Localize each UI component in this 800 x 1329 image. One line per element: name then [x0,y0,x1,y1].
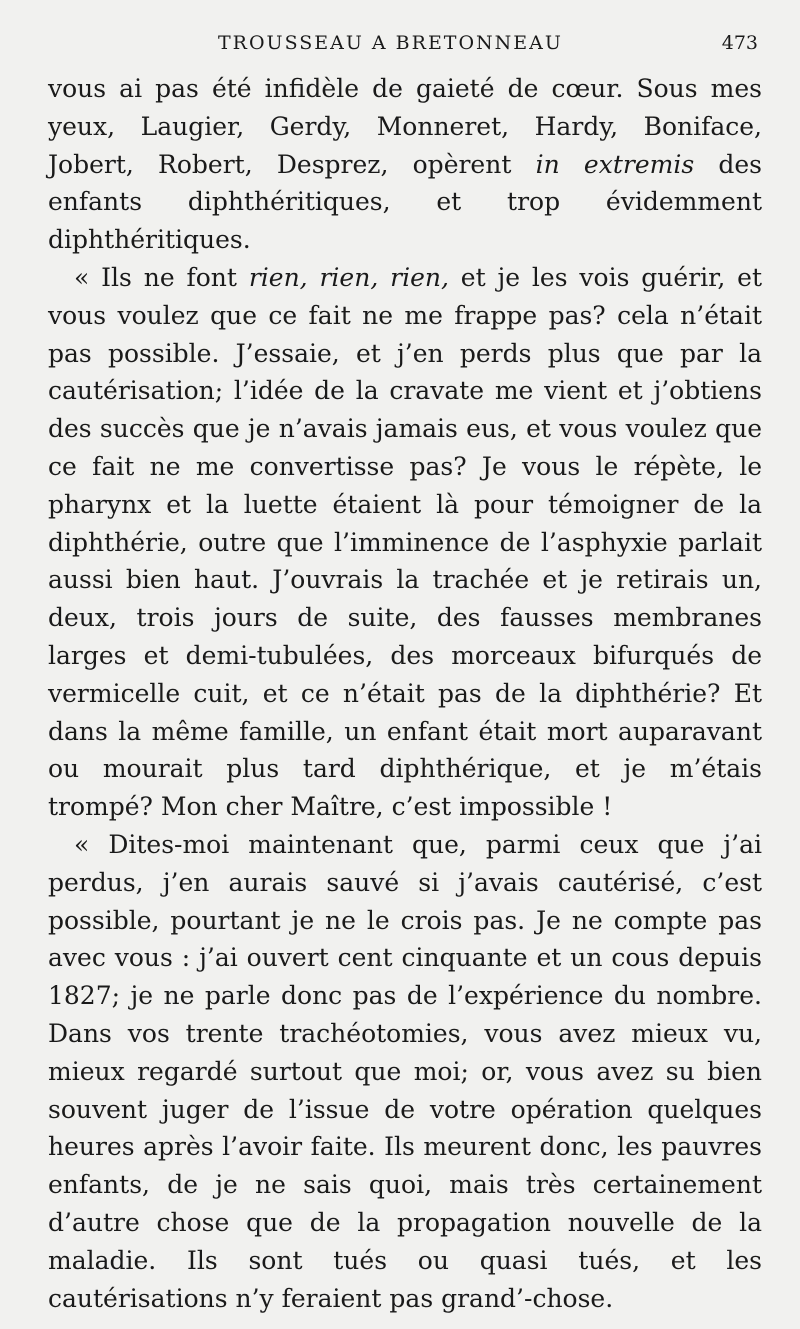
paragraph [48,826,762,1317]
italic-text-segment: in extremis [535,149,695,179]
text-segment: « Dites-moi maintenant que, parmi ceux que j’ai perdus, j’en aurais sauvé si j’avais cautérisé, c’est possible, pourtant je ne le crois pas. Je ne compte pas avec vous : j’ai ouvert cent cinquante et un cous depuis 1827; je ne parle donc pas de l’expérience du nombre. Dans vos trente trachéotomies, vous avez mieux vu, mieux regardé surtout que moi; or, vous avez su bien souvent juger de l’issue de votre opération quelques heures après l’avoir faite. Ils meurent donc, les pauvres enfants, de je ne sais quoi, mais très certainement d’autre chose que de la propagation nouvelle de la maladie. Ils sont tués ou quasi tués, et les cautérisations n’y feraient pas grand’-chose. [48,829,762,1313]
text-segment: « Ils ne font [74,262,249,292]
paragraph [48,70,762,259]
text-segment: et je les vois guérir, et vous voulez que ce fait ne me frappe pas? cela n’était pas possible. J’essaie, et j’en perds plus que par la cautérisation; l’idée de la cravate me vient et j’obtiens des succès que je n’avais jamais eus, et vous voulez que ce fait ne me convertisse pas? Je vous le répète, le pharynx et la luette étaient là pour témoigner de la diphthérie, outre que l’imminence de l’asphyxie parlait aussi bien haut. J’ouvrais la trachée et je retirais un, deux, trois jours de suite, des fausses membranes larges et demi-tubulées, des morceaux bifurqués de vermicelle cuit, et ce n’était pas de la diphthérie? Et dans la même famille, un enfant était mort auparavant ou mourait plus tard diphthérique, et je m’étais trompé? Mon cher Maître, c’est impossible ! [48,262,762,822]
page-header [48,32,762,62]
paragraph [48,259,762,826]
italic-text-segment: rien, rien, rien, [248,262,449,292]
page-number: 473 [721,32,758,54]
running-title: TROUSSEAU A BRETONNEAU [218,32,563,54]
body-text [48,70,762,1317]
text-segment: vous ai pas été infidèle de gaieté de cœur. Sous mes yeux, Laugier, Gerdy, Monneret, Hardy, Boniface, Jobert, Robert, Desprez, opèrent [48,74,762,179]
text-segment: des enfants diphthéritiques, et trop évidemment diphthéritiques. [48,149,763,255]
